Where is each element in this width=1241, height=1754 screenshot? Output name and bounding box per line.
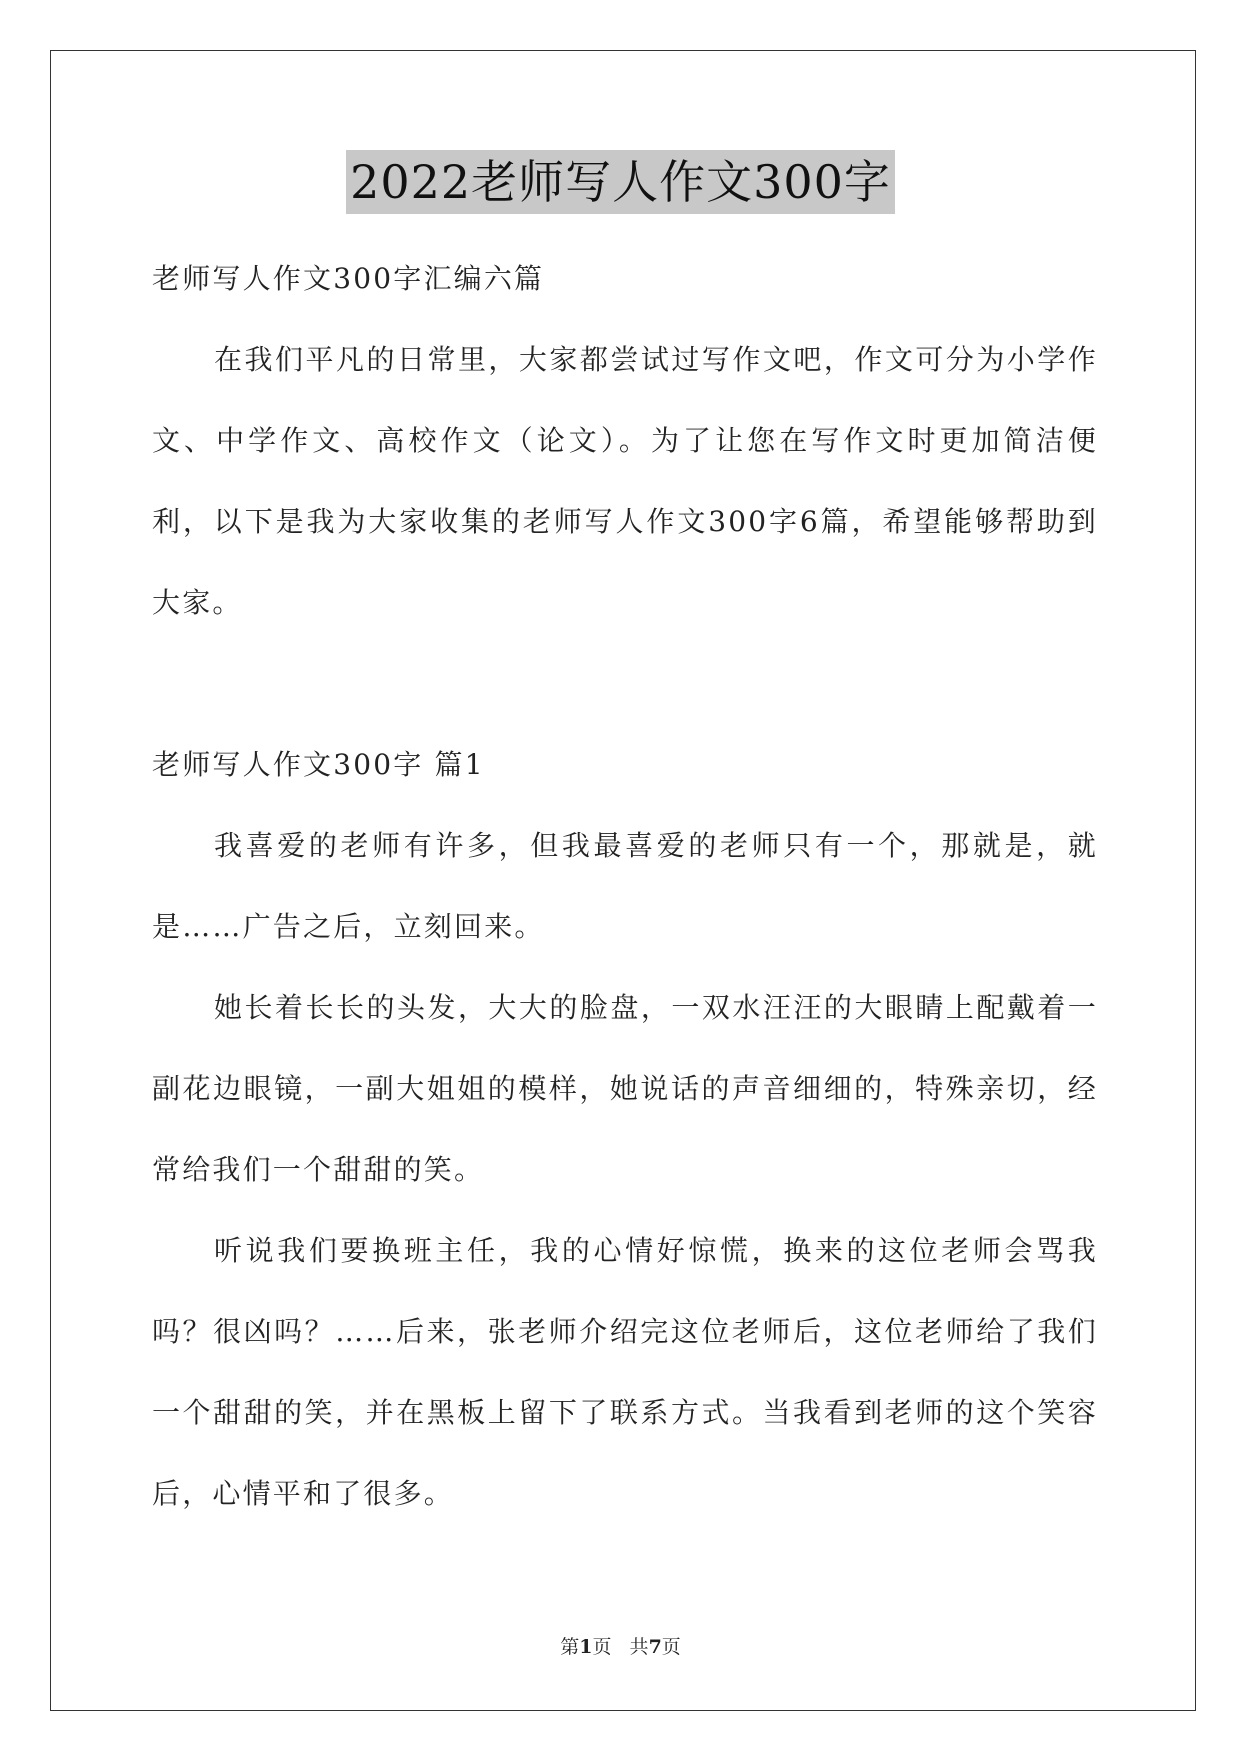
current-page-number: 1 [579, 1636, 593, 1658]
title-container [0, 150, 1241, 214]
intro-paragraph: 在我们平凡的日常里，大家都尝试过写作文吧，作文可分为小学作文、中学作文、高校作文（论文）。为了让您在写作文时更加简洁便利，以下是我为大家收集的老师写人作文300字6篇，希望能够帮助到大家。 [152, 343, 1098, 619]
page-footer [0, 1632, 1241, 1659]
document-body [152, 238, 1098, 1534]
footer-mid: 页 共 [592, 1636, 649, 1658]
section-heading: 老师写人作文300字 篇1 [152, 748, 485, 781]
body-paragraph: 她长着长长的头发，大大的脸盘，一双水汪汪的大眼睛上配戴着一副花边眼镜，一副大姐姐的模样，她说话的声音细细的，特殊亲切，经常给我们一个甜甜的笑。 [152, 991, 1098, 1186]
footer-suffix: 页 [661, 1636, 681, 1658]
footer-prefix: 第 [560, 1636, 580, 1658]
body-paragraph: 我喜爱的老师有许多，但我最喜爱的老师只有一个，那就是，就是……广告之后，立刻回来。 [152, 829, 1098, 943]
document-title: 2022老师写人作文300字 [346, 150, 895, 214]
total-pages-number: 7 [648, 1636, 662, 1658]
section-spacer [152, 643, 1098, 724]
body-paragraph: 听说我们要换班主任，我的心情好惊慌，换来的这位老师会骂我吗？很凶吗？……后来，张老师介绍完这位老师后，这位老师给了我们一个甜甜的笑，并在黑板上留下了联系方式。当我看到老师的这个笑容后，心情平和了很多。 [152, 1234, 1098, 1510]
document-subtitle: 老师写人作文300字汇编六篇 [152, 262, 545, 295]
